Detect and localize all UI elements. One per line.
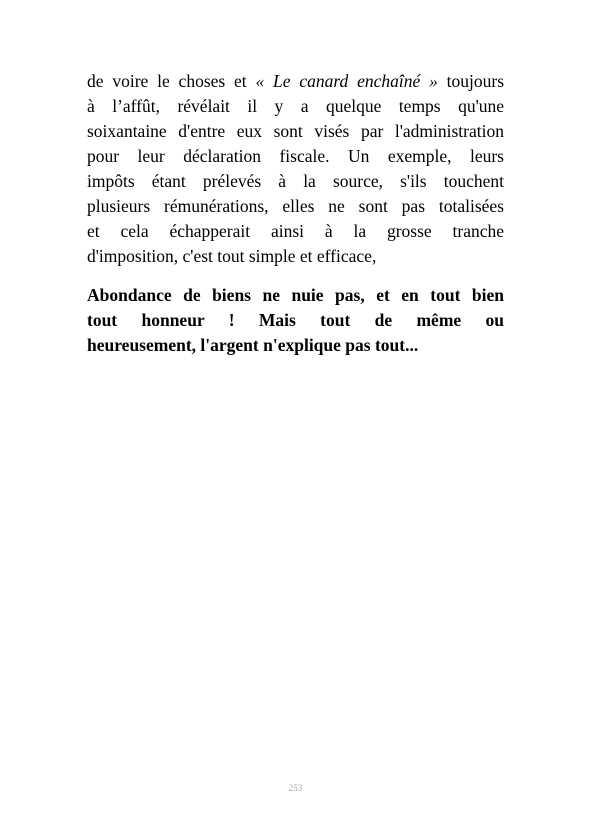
paragraph-2-line-2: tout honneur ! Mais tout de même ou <box>87 310 504 330</box>
paragraph-1-line-5: impôts étant prélevés à la source, s'ils touchent <box>87 171 504 191</box>
paragraph-1-line-4: pour leur déclaration fiscale. Un exemple, leurs <box>87 146 504 166</box>
paragraph-1-line-1 <box>87 69 504 94</box>
page-number: 253 <box>288 783 303 793</box>
paragraph-1 <box>87 69 504 269</box>
paragraph-2-line-3: heureusement, l'argent n'explique pas tout... <box>87 335 419 355</box>
paragraph-1-line-3: soixantaine d'entre eux sont visés par l'administration <box>87 121 504 141</box>
newspaper-title: « Le canard enchaîné » <box>255 71 438 91</box>
line-1-text-after: toujours <box>437 71 505 91</box>
paragraph-1-line-6: plusieurs rémunérations, elles ne sont pas totalisées <box>87 196 504 216</box>
line-1-text-before: de voire le choses et <box>87 71 256 91</box>
paragraph-2-line-1: Abondance de biens ne nuie pas, et en tout bien <box>87 285 504 305</box>
paragraph-1-line-8: d'imposition, c'est tout simple et efficace, <box>87 246 377 266</box>
paragraph-1-line-2: à l’affût, révélait il y a quelque temps qu'une <box>87 96 504 116</box>
paragraph-2 <box>87 283 504 358</box>
paragraph-1-line-7: et cela échapperait ainsi à la grosse tranche <box>87 221 504 241</box>
